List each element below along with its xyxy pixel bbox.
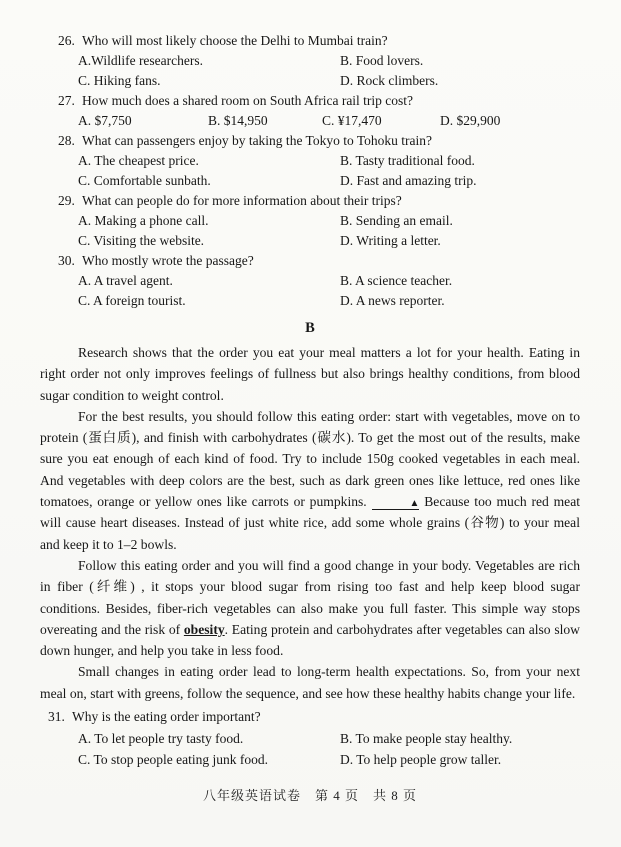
- passage-paragraph-2: [40, 406, 580, 555]
- option-d: D. A news reporter.: [340, 293, 445, 308]
- multiple-choice-section: [40, 31, 580, 311]
- paragraph-text: Because too much red meat will cause heart diseases. Instead of just white rice, add some whole grains (谷物) to your meal and keep it to 1–2 bowls.: [40, 494, 581, 552]
- option-a: A. A travel agent.: [78, 273, 173, 288]
- question-27: [40, 91, 580, 131]
- question-31: [40, 706, 580, 771]
- paragraph-text: Small changes in eating order lead to long-term health expectations. So, from your next meal on, start with greens, follow the sequence, and see how these healthy habits change your life.: [40, 664, 580, 701]
- reading-passage-b: [40, 342, 580, 704]
- option-grid: [78, 728, 580, 771]
- paragraph-text: For the best results, you should follow this eating order: start with vegetables, move on to protein (蛋白质), and finish with carbohydrates (碳水). To get the most out of the results, make sure you eat enough of each kind of food. Try to include 150g cooked vegetables in each meal. And vegetables with deep colors are the best, such as dark green ones like lettuce, red ones like tomatoes, orange or yellow ones like carrots or pumpkins.: [40, 408, 580, 510]
- option-c: C. ¥17,470: [322, 113, 382, 128]
- option-grid: [78, 211, 580, 251]
- question-number: 30.: [58, 253, 75, 268]
- option-a: A. To let people try tasty food.: [78, 730, 244, 746]
- passage-paragraph-3: [40, 555, 580, 661]
- option-grid: [78, 271, 580, 311]
- question-text: Who mostly wrote the passage?: [82, 253, 254, 268]
- option-d: D. Rock climbers.: [340, 73, 439, 88]
- question-26: [40, 31, 580, 91]
- option-b: B. Food lovers.: [340, 53, 424, 68]
- option-grid: [78, 111, 580, 131]
- option-d: D. To help people grow taller.: [340, 752, 502, 768]
- question-number: 31.: [48, 709, 65, 725]
- option-a: A. Making a phone call.: [78, 213, 209, 228]
- question-30: [40, 251, 580, 311]
- page-footer: 八年级英语试卷 第 4 页 共 8 页: [202, 787, 417, 803]
- option-d: D. Writing a letter.: [340, 233, 441, 248]
- question-number: 27.: [58, 93, 75, 108]
- question-28: [40, 131, 580, 191]
- question-text: Who will most likely choose the Delhi to Mumbai train?: [82, 33, 388, 48]
- option-a: A. $7,750: [78, 113, 132, 128]
- option-a: A. The cheapest price.: [78, 153, 199, 168]
- question-text: How much does a shared room on South Africa rail trip cost?: [82, 93, 414, 108]
- triangle-marker: ▲: [409, 498, 420, 510]
- paragraph-text: Follow this eating order and you will find a good change in your body. Vegetables are rich in fiber (纤维) , it stops your blood sugar from rising too fast and help keep blood sugar conditions. Besides, fiber-rich vegetables can also make you full faster. This simple way stops overeating and the risk of: [40, 557, 580, 637]
- option-d: D. Fast and amazing trip.: [340, 173, 477, 188]
- option-grid: [78, 51, 580, 91]
- option-c: C. Visiting the website.: [78, 233, 205, 248]
- passage-paragraph-4: [40, 661, 580, 704]
- option-b: B. Tasty traditional food.: [340, 153, 475, 168]
- keyword-obesity: obesity: [183, 621, 225, 637]
- option-d: D. $29,900: [440, 113, 501, 128]
- fill-in-blank-triangle: [372, 498, 420, 510]
- option-c: C. A foreign tourist.: [78, 293, 186, 308]
- option-c: C. To stop people eating junk food.: [78, 752, 269, 768]
- question-text: What can passengers enjoy by taking the Tokyo to Tohoku train?: [82, 133, 433, 148]
- option-b: B. Sending an email.: [340, 213, 453, 228]
- option-c: C. Comfortable sunbath.: [78, 173, 211, 188]
- option-a: A.Wildlife researchers.: [78, 53, 204, 68]
- question-number: 28.: [58, 133, 75, 148]
- section-b-heading: B: [305, 320, 315, 336]
- paragraph-text: . Eating protein and carbohydrates after vegetables can also slow down hunger, and help you take in less food.: [40, 621, 580, 659]
- passage-paragraph-1: [40, 342, 580, 406]
- option-b: B. $14,950: [208, 113, 268, 128]
- question-text: What can people do for more information about their trips?: [82, 193, 402, 208]
- question-text: Why is the eating order important?: [72, 709, 261, 725]
- question-number: 26.: [58, 33, 75, 48]
- question-number: 29.: [58, 193, 75, 208]
- option-b: B. To make people stay healthy.: [340, 730, 513, 746]
- option-grid: [78, 151, 580, 191]
- paragraph-text: Research shows that the order you eat your meal matters a lot for your health. Eating in right order not only improves feelings of fullness but also brings healthy conditions, from blood sugar condition to weight control.: [40, 345, 580, 403]
- question-29: [40, 191, 580, 251]
- option-b: B. A science teacher.: [340, 273, 453, 288]
- option-c: C. Hiking fans.: [78, 73, 161, 88]
